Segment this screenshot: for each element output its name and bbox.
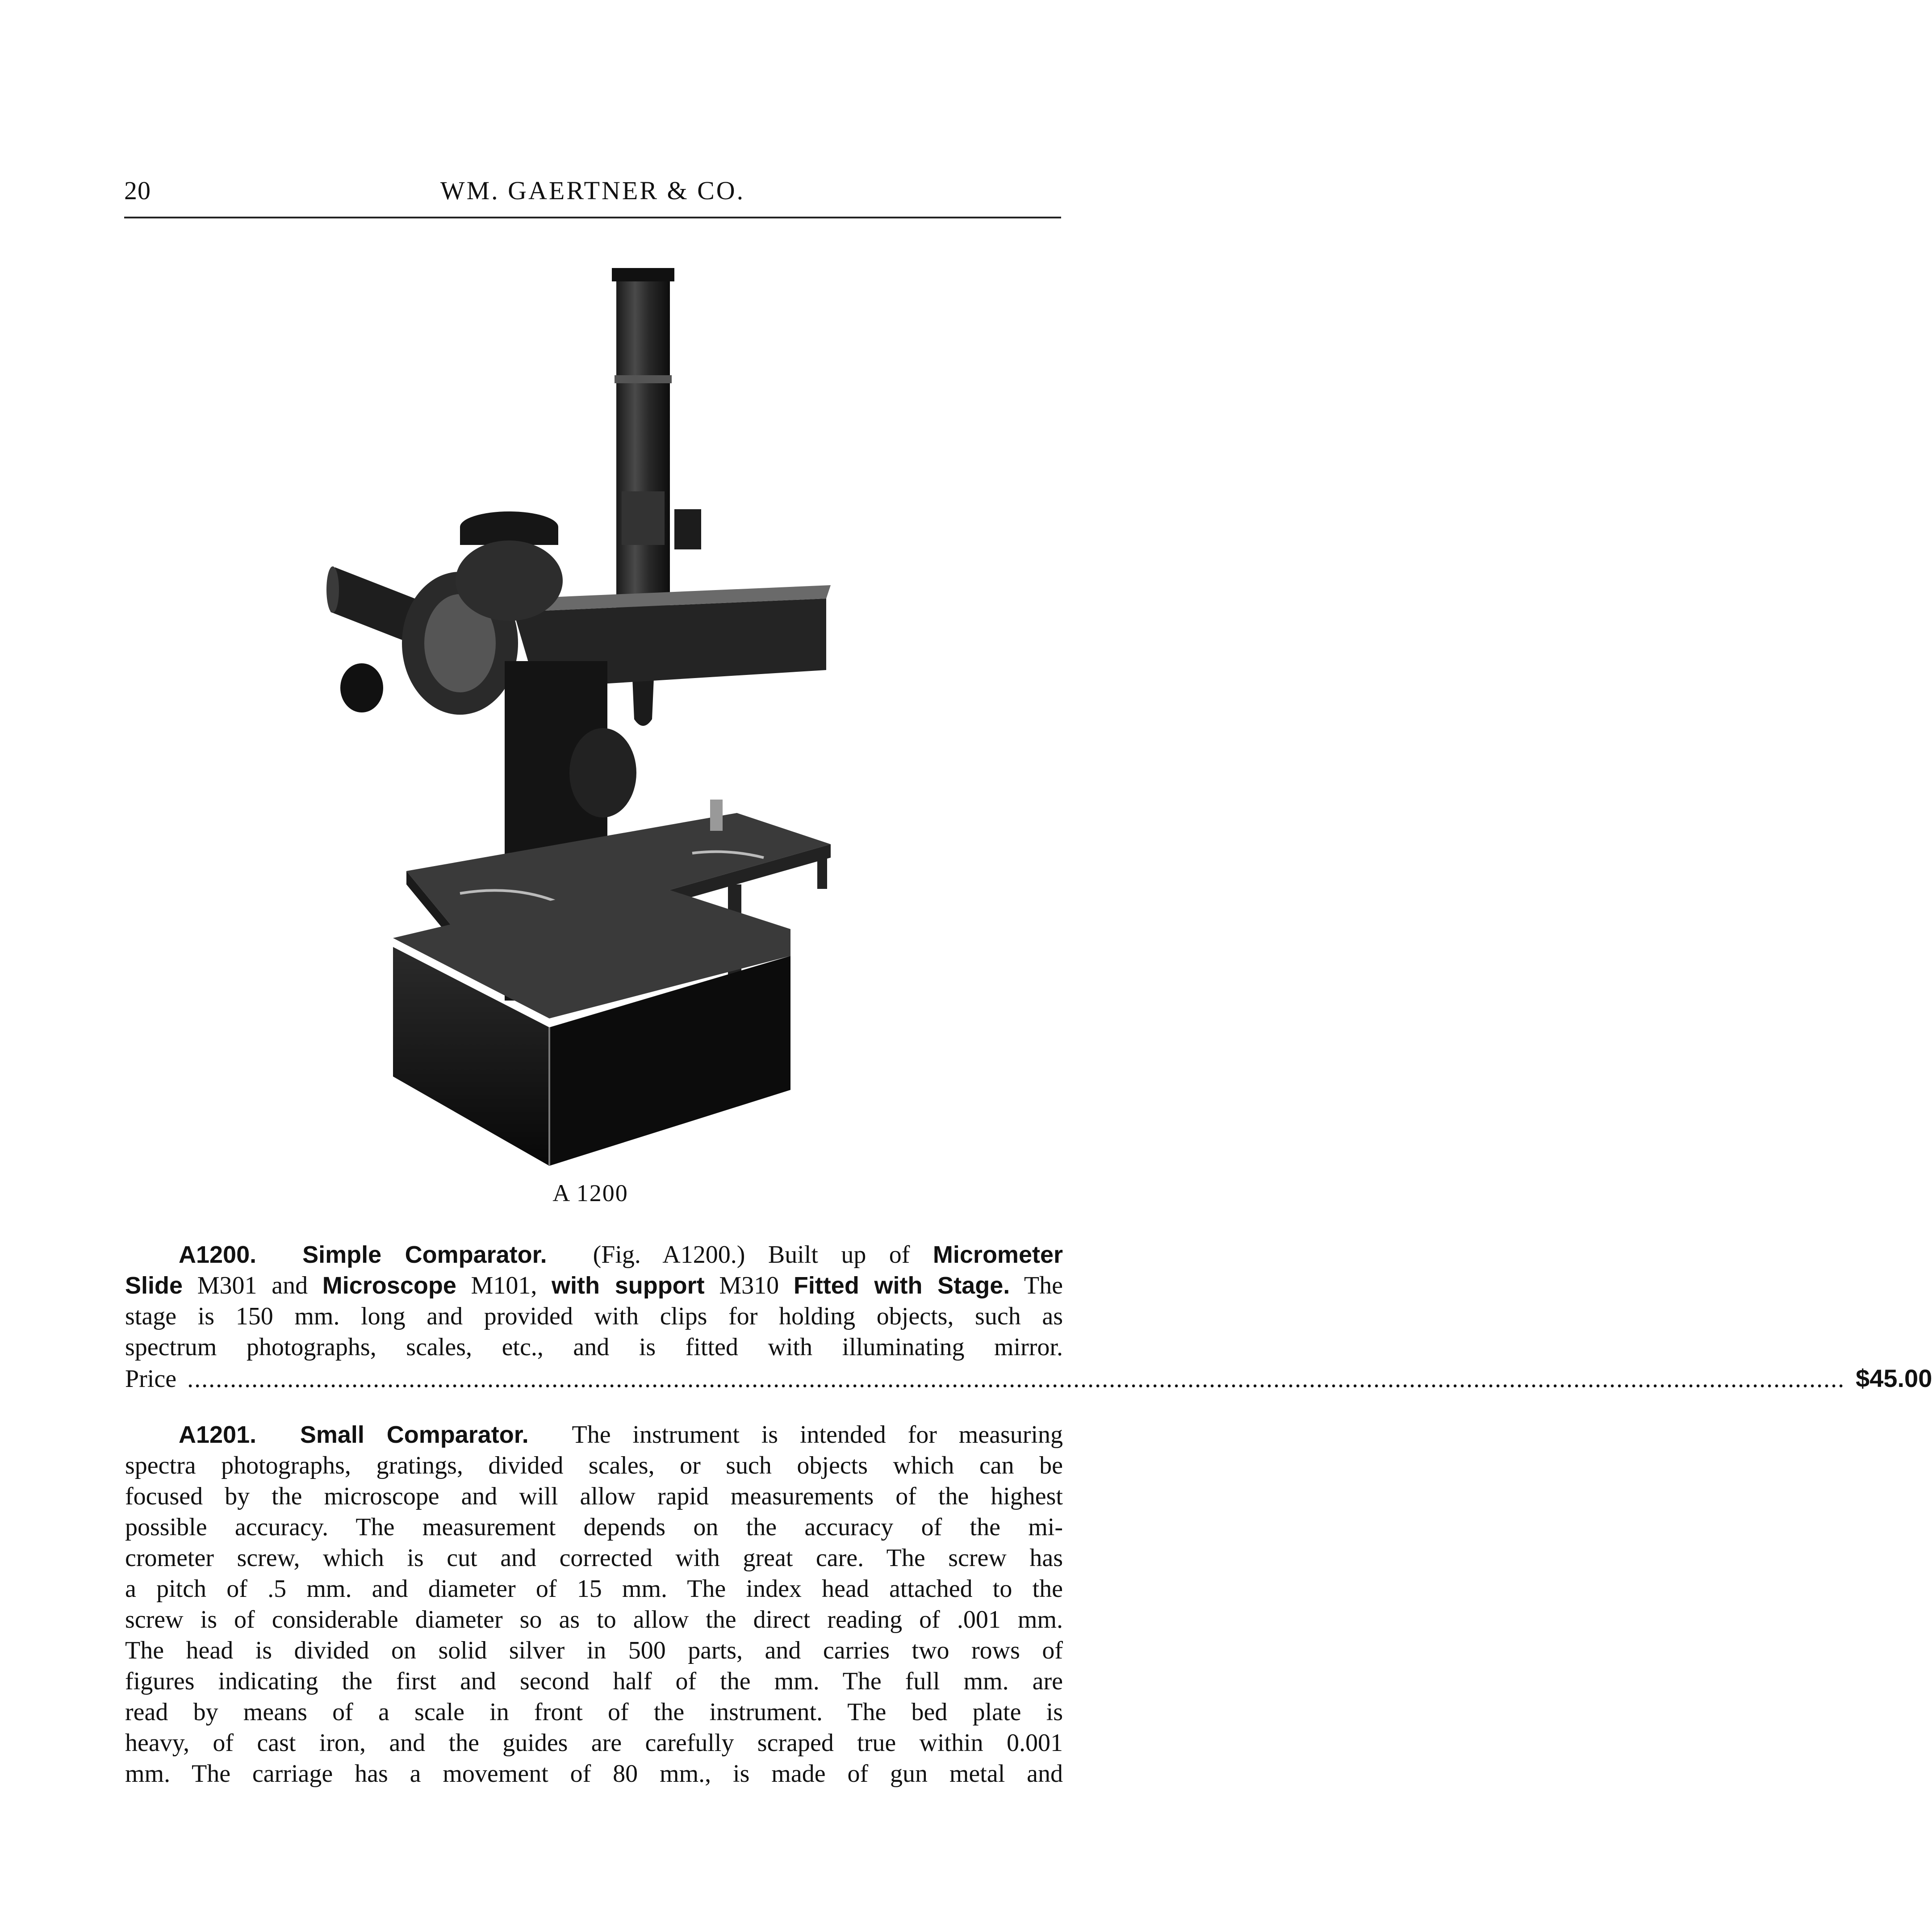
entry-a1201-line: screw is of considerable diameter so as to allow the direct reading of .001 mm. [125, 1606, 1063, 1634]
entry-text-bold: Microscope [322, 1272, 456, 1299]
entry-a1201-line: spectra photographs, gratings, divided scales, or such objects which can be [125, 1452, 1063, 1479]
publisher-name: WM. GAERTNER & CO. [440, 176, 745, 205]
entry-a1201-line: figures indicating the first and second half of the mm. The full mm. are [125, 1667, 1063, 1695]
entry-a1200-line-3: stage is 150 mm. long and provided with clips for holding objects, such as [125, 1303, 1063, 1330]
entry-a1200-line-4: spectrum photographs, scales, etc., and is fitted with illuminating mirror. [125, 1333, 1063, 1361]
entry-text: M301 and [183, 1272, 322, 1299]
entry-text-bold: Fitted with Stage. [793, 1272, 1010, 1299]
entry-a1201-line: crometer screw, which is cut and corrected with great care. The screw has [125, 1544, 1063, 1572]
figure-caption: A 1200 [552, 1180, 628, 1206]
entry-title: Simple Comparator. [302, 1241, 547, 1268]
entry-a1200 [125, 1240, 1932, 1395]
running-head [124, 176, 1061, 218]
entry-text: M310 [704, 1272, 794, 1299]
entry-text: M101, [456, 1272, 552, 1299]
price-value: $45.00 [1856, 1364, 1932, 1392]
entry-text-bold: with support [552, 1272, 705, 1299]
entry-a1201 [125, 1420, 1063, 1789]
entry-a1200-line-2 [125, 1270, 1063, 1301]
entry-a1201-line: a pitch of .5 mm. and diameter of 15 mm. The index head attached to the [125, 1575, 1063, 1603]
entry-a1201-line: The head is divided on solid silver in 500 parts, and carries two rows of [125, 1637, 1063, 1664]
page-number: 20 [124, 176, 151, 205]
leader-dots: ........................................................................................................................................................................................................................................ [187, 1365, 1845, 1393]
entry-text: (Fig. A1200.) Built up of [593, 1241, 933, 1269]
entry-text-bold: Slide [125, 1272, 183, 1299]
entry-a1201-line: possible accuracy. The measurement depends on the accuracy of the mi- [125, 1513, 1063, 1541]
entry-a1201-line-1 [125, 1420, 1063, 1450]
entry-code: A1200. [179, 1241, 257, 1268]
price-label: Price [125, 1365, 177, 1393]
entry-title: Small Comparator. [300, 1421, 529, 1448]
comparator-illustration [326, 259, 880, 1175]
entry-a1201-line: mm. The carriage has a movement of 80 mm., is made of gun metal and [125, 1760, 1063, 1788]
comparator-figure [326, 259, 880, 1175]
entry-a1200-line-1 [125, 1240, 1063, 1270]
entry-text: The [1010, 1272, 1063, 1299]
entry-code: A1201. [179, 1421, 257, 1448]
entry-a1201-line: read by means of a scale in front of the instrument. The bed plate is [125, 1698, 1063, 1726]
entry-a1201-line: heavy, of cast iron, and the guides are carefully scraped true within 0.001 [125, 1729, 1063, 1757]
entry-text: The instrument is intended for measuring [572, 1421, 1063, 1449]
price-line [125, 1363, 1932, 1395]
entry-a1201-line: focused by the microscope and will allow rapid measurements of the highest [125, 1483, 1063, 1510]
entry-text-bold: Micrometer [933, 1241, 1063, 1268]
